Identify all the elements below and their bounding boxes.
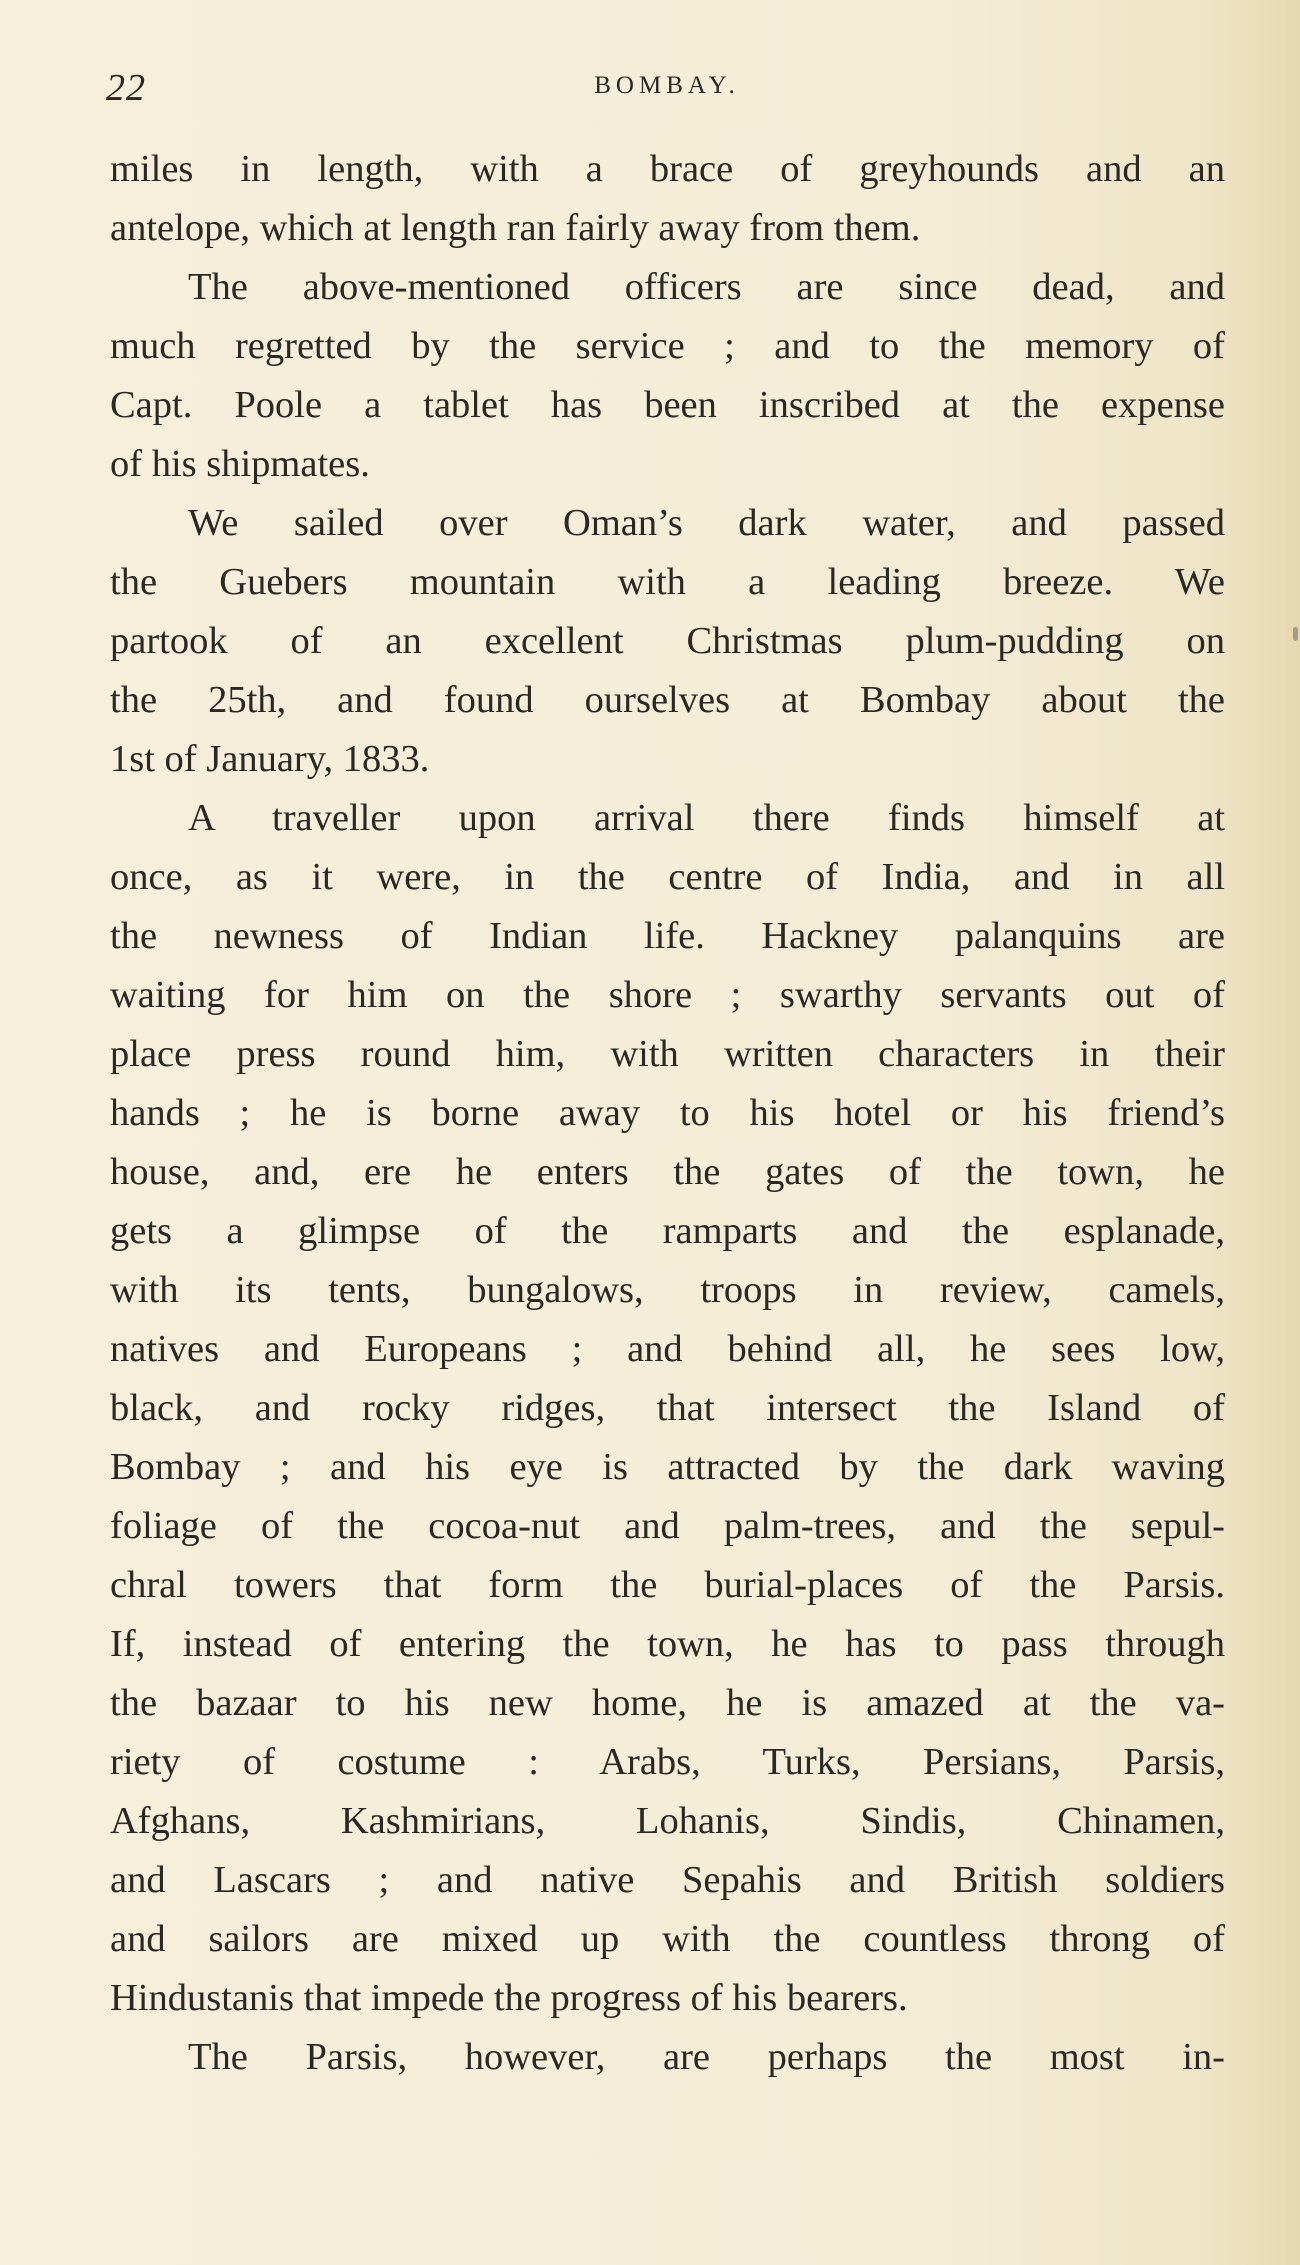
text-line: The above-mentioned officers are since dead, and <box>188 266 1225 308</box>
text-line: riety of costume : Arabs, Turks, Persians, Parsis, <box>110 1741 1225 1783</box>
text-line: hands ; he is borne away to his hotel or his friend’s <box>110 1092 1225 1134</box>
text-line: place press round him, with written characters in their <box>110 1033 1225 1075</box>
text-line: waiting for him on the shore ; swarthy servants out of <box>110 974 1225 1016</box>
text-line: much regretted by the service ; and to the memory of <box>110 325 1225 367</box>
text-line: gets a glimpse of the ramparts and the esplanade, <box>110 1210 1225 1252</box>
text-line: We sailed over Oman’s dark water, and passed <box>188 502 1225 544</box>
text-line: A traveller upon arrival there finds himself at <box>188 797 1225 839</box>
text-line: and sailors are mixed up with the countless throng of <box>110 1918 1225 1960</box>
paper-speck <box>1293 627 1298 641</box>
text-line: the bazaar to his new home, he is amazed at the va- <box>110 1682 1225 1724</box>
text-line: chral towers that form the burial-places of the Parsis. <box>110 1564 1225 1606</box>
text-line: the 25th, and found ourselves at Bombay about the <box>110 679 1225 721</box>
text-line: Hindustanis that impede the progress of his bearers. <box>110 1977 908 2019</box>
text-line: natives and Europeans ; and behind all, he sees low, <box>110 1328 1225 1370</box>
text-line: The Parsis, however, are perhaps the most in- <box>188 2036 1225 2078</box>
text-line: Capt. Poole a tablet has been inscribed at the expense <box>110 384 1225 426</box>
text-line: with its tents, bungalows, troops in review, camels, <box>110 1269 1225 1311</box>
text-line: the newness of Indian life. Hackney palanquins are <box>110 915 1225 957</box>
text-line: Afghans, Kashmirians, Lohanis, Sindis, Chinamen, <box>110 1800 1225 1842</box>
text-line: antelope, which at length ran fairly away from them. <box>110 207 921 249</box>
text-line: miles in length, with a brace of greyhounds and an <box>110 148 1225 190</box>
text-line: of his shipmates. <box>110 443 370 485</box>
running-head: BOMBAY. <box>594 72 740 99</box>
text-line: once, as it were, in the centre of India, and in all <box>110 856 1225 898</box>
text-line: black, and rocky ridges, that intersect the Island of <box>110 1387 1225 1429</box>
text-line: partook of an excellent Christmas plum-pudding on <box>110 620 1225 662</box>
text-line: 1st of January, 1833. <box>110 738 430 780</box>
text-line: the Guebers mountain with a leading breeze. We <box>110 561 1225 603</box>
page-number: 22 <box>106 67 146 109</box>
text-line: house, and, ere he enters the gates of the town, he <box>110 1151 1225 1193</box>
body-text <box>110 140 1225 2087</box>
text-line: foliage of the cocoa-nut and palm-trees, and the sepul- <box>110 1505 1225 1547</box>
text-line: and Lascars ; and native Sepahis and British soldiers <box>110 1859 1225 1901</box>
text-line: Bombay ; and his eye is attracted by the dark waving <box>110 1446 1225 1488</box>
text-line: If, instead of entering the town, he has to pass through <box>110 1623 1225 1665</box>
page-header <box>106 58 1228 118</box>
